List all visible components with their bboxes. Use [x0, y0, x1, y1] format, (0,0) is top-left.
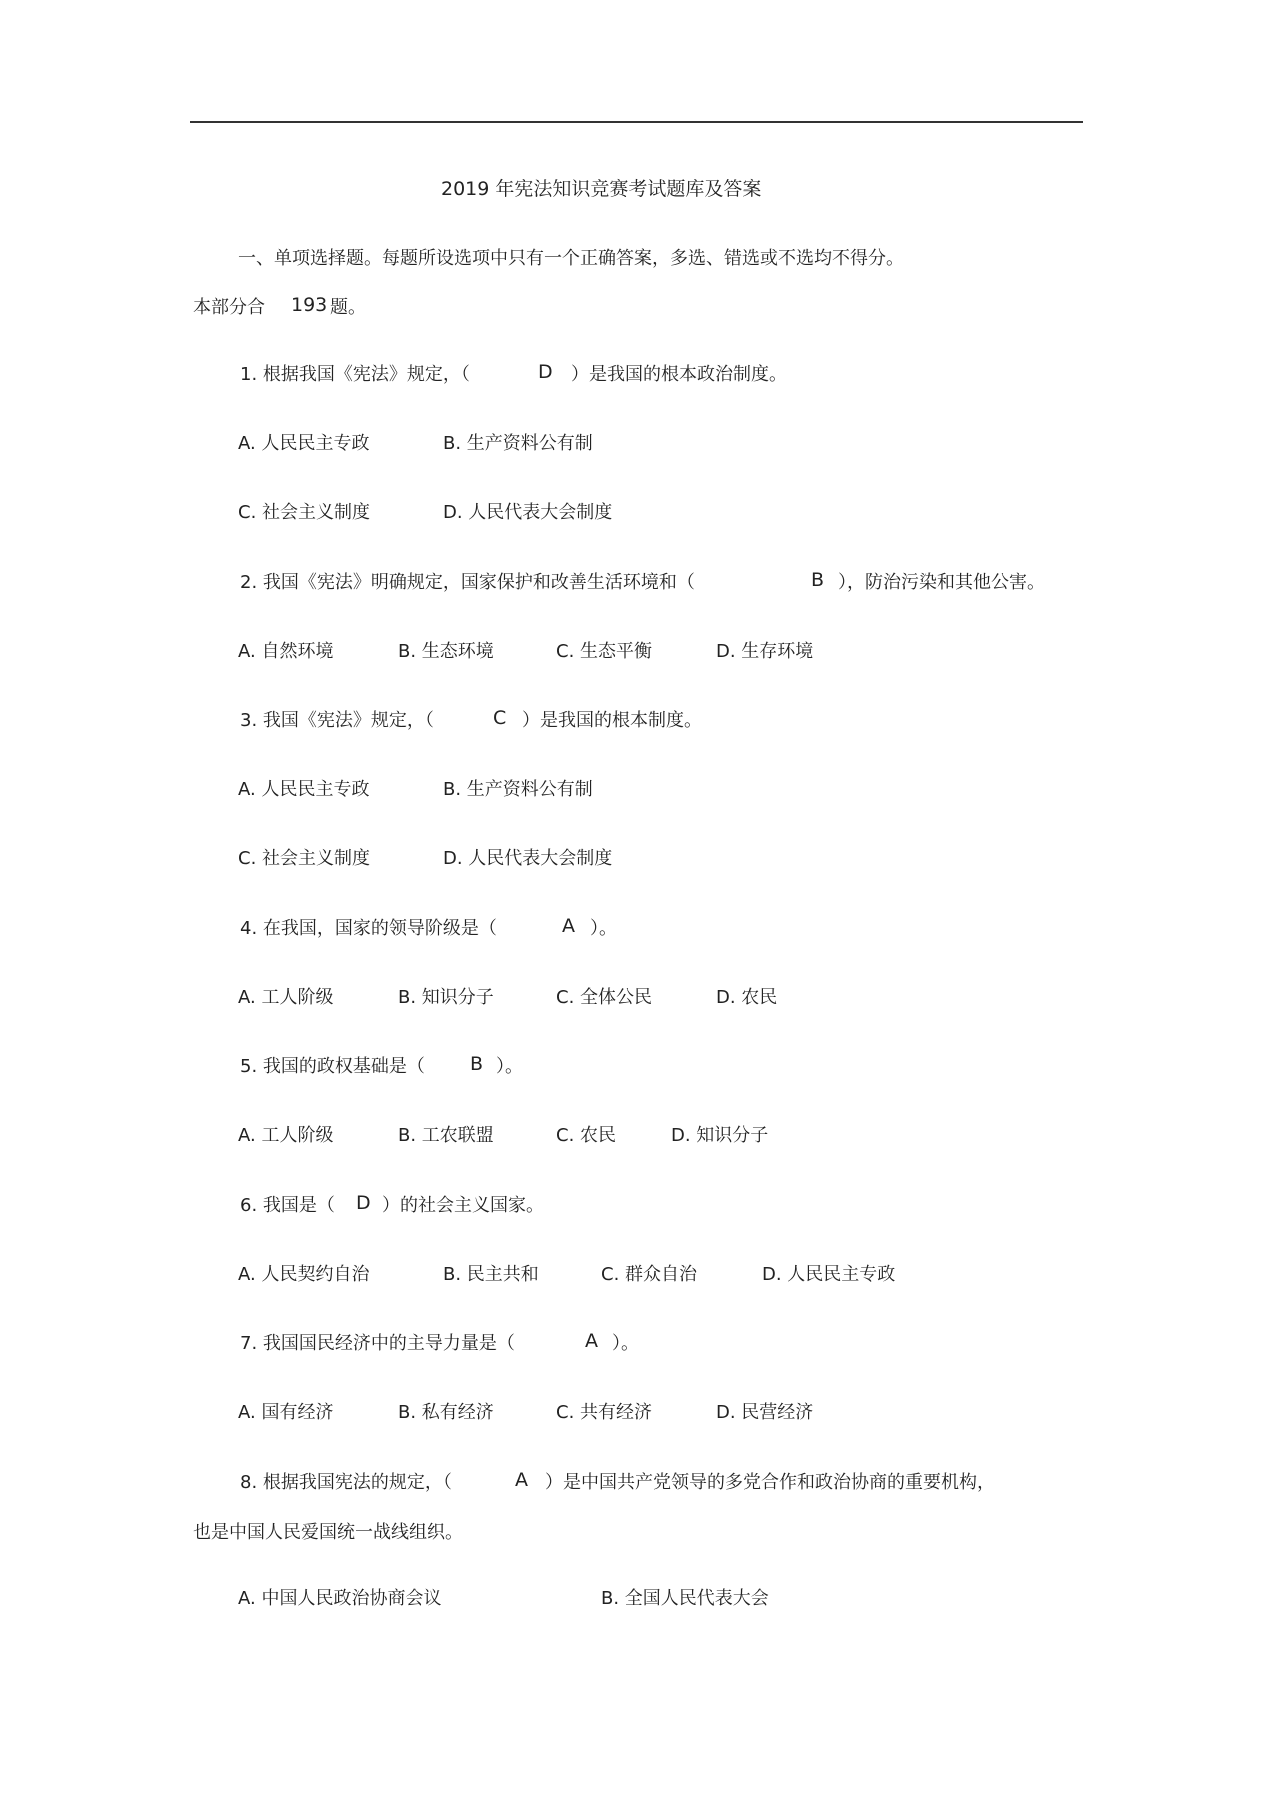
answer-letter: B: [470, 1053, 484, 1075]
option: B. 民主共和: [443, 1264, 539, 1285]
question-text-end: ）是中国共产党领导的多党合作和政治协商的重要机构，: [545, 1472, 995, 1493]
page-title: 2019 年宪法知识竞赛考试题库及答案: [441, 178, 762, 200]
option: D. 人民民主专政: [762, 1264, 896, 1285]
option: C. 社会主义制度: [238, 502, 371, 523]
section-intro-count: 193: [291, 294, 328, 316]
question-text-end: ）。: [612, 1333, 639, 1354]
question-text: 4. 在我国，国家的领导阶级是（: [240, 918, 497, 939]
option: C. 社会主义制度: [238, 848, 371, 869]
option: C. 共有经济: [556, 1402, 653, 1423]
option: B. 知识分子: [398, 987, 494, 1008]
question-text-end: ）是我国的根本制度。: [522, 710, 702, 731]
question-text: 3. 我国《宪法》规定，（: [240, 710, 434, 731]
option: B. 生态环境: [398, 641, 494, 662]
option: D. 农民: [716, 987, 778, 1008]
question-text: 6. 我国是（: [240, 1195, 335, 1216]
question-text-end: ）。: [496, 1056, 523, 1077]
section-intro-count-unit: 题。: [330, 297, 366, 318]
option: D. 民营经济: [716, 1402, 814, 1423]
question-text: 8. 根据我国宪法的规定，（: [240, 1472, 452, 1493]
question-text: 5. 我国的政权基础是（: [240, 1056, 425, 1077]
option: D. 人民代表大会制度: [443, 848, 613, 869]
question-text-end: ）的社会主义国家。: [382, 1195, 544, 1216]
question-text: 1. 根据我国《宪法》规定，（: [240, 364, 470, 385]
option: D. 生存环境: [716, 641, 814, 662]
option: D. 人民代表大会制度: [443, 502, 613, 523]
option: A. 人民契约自治: [238, 1264, 370, 1285]
option: A. 工人阶级: [238, 987, 334, 1008]
option: C. 生态平衡: [556, 641, 653, 662]
option: A. 工人阶级: [238, 1125, 334, 1146]
question-text: 7. 我国国民经济中的主导力量是（: [240, 1333, 515, 1354]
option: B. 私有经济: [398, 1402, 494, 1423]
option: C. 农民: [556, 1125, 617, 1146]
option: C. 全体公民: [556, 987, 653, 1008]
header-rule: [190, 121, 1083, 123]
question-text-continued: 也是中国人民爱国统一战线组织。: [193, 1522, 463, 1543]
option: B. 工农联盟: [398, 1125, 494, 1146]
question-text-end: ）是我国的根本政治制度。: [571, 364, 787, 385]
option: A. 中国人民政治协商会议: [238, 1588, 442, 1609]
section-intro: 一、单项选择题。每题所设选项中只有一个正确答案，多选、错选或不选均不得分。: [238, 248, 904, 269]
option: B. 生产资料公有制: [443, 433, 593, 454]
answer-letter: A: [562, 915, 575, 937]
option: A. 国有经济: [238, 1402, 334, 1423]
option: A. 自然环境: [238, 641, 334, 662]
option: A. 人民民主专政: [238, 433, 370, 454]
section-intro-count-label: 本部分合: [193, 297, 265, 318]
answer-letter: A: [515, 1469, 528, 1491]
option: A. 人民民主专政: [238, 779, 370, 800]
answer-letter: D: [538, 361, 553, 383]
answer-letter: B: [811, 569, 825, 591]
question-text-end: ），防治污染和其他公害。: [838, 572, 1045, 593]
option: B. 全国人民代表大会: [601, 1588, 769, 1609]
question-text: 2. 我国《宪法》明确规定，国家保护和改善生活环境和（: [240, 572, 695, 593]
option: C. 群众自治: [601, 1264, 698, 1285]
question-text-end: ）。: [590, 918, 617, 939]
option: B. 生产资料公有制: [443, 779, 593, 800]
option: D. 知识分子: [671, 1125, 769, 1146]
answer-letter: C: [493, 707, 507, 729]
answer-letter: A: [585, 1330, 598, 1352]
answer-letter: D: [356, 1192, 371, 1214]
